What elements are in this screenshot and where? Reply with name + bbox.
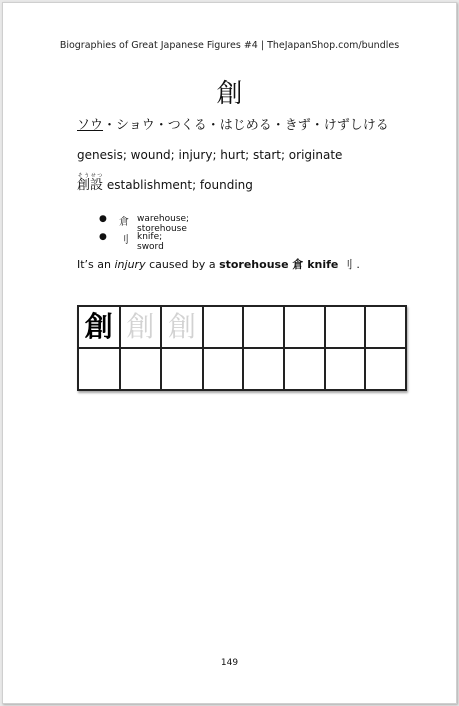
practice-cell <box>243 348 284 390</box>
writing-practice-grid <box>77 305 407 391</box>
vocab-kanji-1: 創 <box>77 178 91 193</box>
component-meaning: warehouse; storehouse <box>137 214 190 234</box>
running-header: Biographies of Great Japanese Figures #4 | TheJapanShop.com/bundles <box>59 40 400 51</box>
practice-cell <box>284 348 325 390</box>
practice-cell <box>78 348 120 390</box>
practice-cell <box>243 306 284 348</box>
mnemonic-bold: knife <box>307 258 339 271</box>
practice-row <box>78 348 406 390</box>
vocab-word <box>77 173 104 193</box>
on-reading-underlined: ソウ <box>77 118 104 133</box>
mnemonic-italic: injury <box>114 258 146 271</box>
vocab-definition: establishment; founding <box>106 178 253 192</box>
kanji-meaning: genesis; wound; injury; hurt; start; originate <box>77 148 343 162</box>
component-meaning: knife; sword <box>137 232 164 252</box>
mnemonic-text: caused by a <box>145 258 220 271</box>
vocabulary-entry <box>77 173 253 193</box>
practice-cell-trace: 創 <box>120 306 162 348</box>
kanji-heading: 創 <box>216 79 243 109</box>
bullet-icon: ● <box>99 232 107 242</box>
practice-cell <box>325 348 366 390</box>
other-readings: ・ショウ・つくる・はじめる・きず・けずしける <box>103 118 389 133</box>
practice-cell-model: 創 <box>78 306 120 348</box>
practice-cell <box>120 348 162 390</box>
practice-cell <box>325 306 366 348</box>
book-page <box>2 2 457 704</box>
component-glyph: 刂 <box>119 235 129 246</box>
furigana-2: せつ <box>90 173 104 179</box>
vocab-kanji-2: 設 <box>90 178 104 193</box>
practice-cell <box>203 348 244 390</box>
practice-cell <box>284 306 325 348</box>
practice-cell <box>365 348 406 390</box>
practice-cell <box>203 306 244 348</box>
mnemonic-glyph: 刂 . <box>338 258 360 271</box>
mnemonic-bold: storehouse <box>219 258 289 271</box>
furigana-1: そう <box>77 173 91 179</box>
mnemonic-sentence <box>77 256 360 272</box>
mnemonic-text: It’s an <box>77 258 115 271</box>
practice-cell <box>161 348 203 390</box>
mnemonic-glyph: 倉 <box>288 258 308 271</box>
bullet-icon: ● <box>99 214 107 224</box>
practice-row <box>78 306 406 348</box>
page-number: 149 <box>220 658 239 668</box>
practice-cell-trace: 創 <box>161 306 203 348</box>
kanji-readings <box>77 114 389 133</box>
practice-cell <box>365 306 406 348</box>
component-glyph: 倉 <box>119 217 129 228</box>
